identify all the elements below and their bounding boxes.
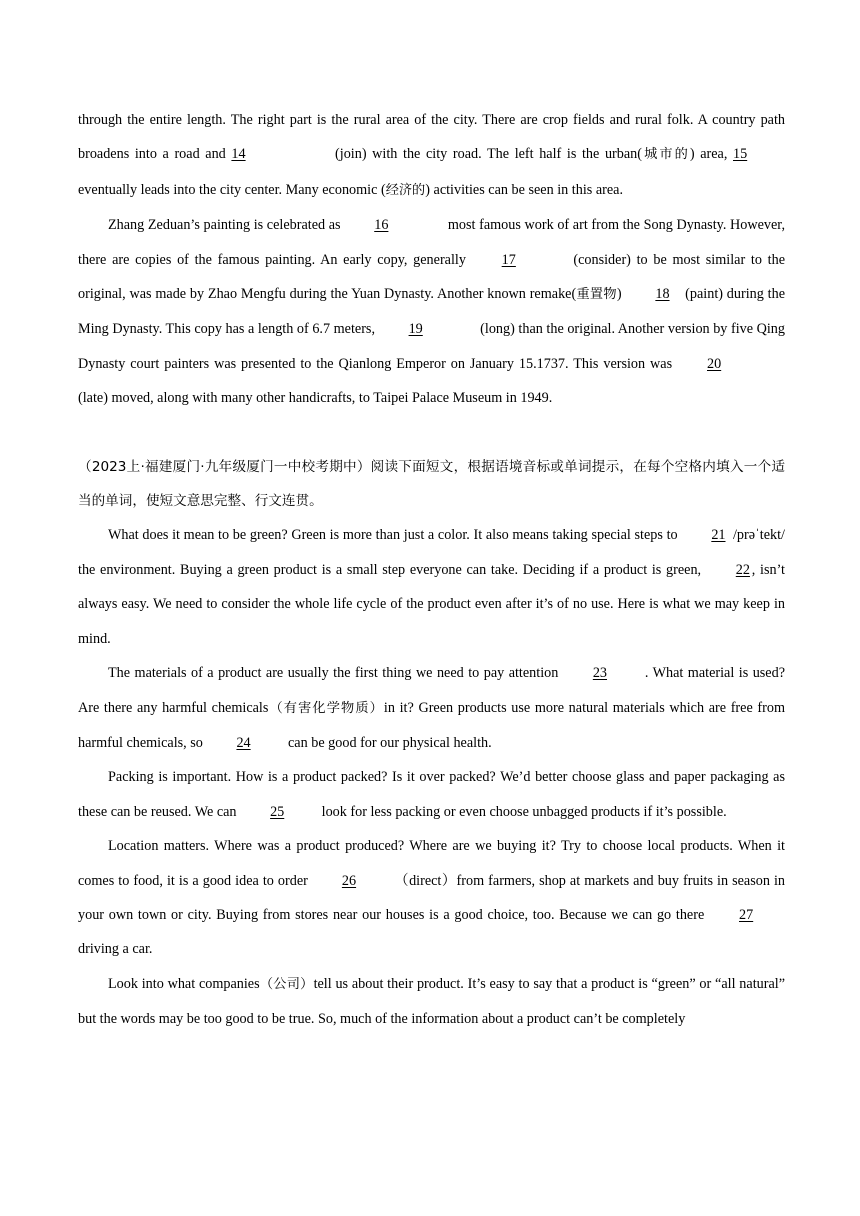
blank-16: 16 xyxy=(374,217,389,234)
exercise-instruction: （2023上·福建厦门·九年级厦门一中校考期中）阅读下面短文，根据语境音标或单词提示，在每个空格内填入一个适当的单词，使短文意思完整、行文连贯。 xyxy=(78,458,785,510)
blank-23: 23 xyxy=(592,665,608,682)
blank-18: 18 xyxy=(655,286,670,303)
blank-20: 20 xyxy=(707,355,722,372)
blank-27: 27 xyxy=(739,906,754,923)
document-page xyxy=(78,103,785,1037)
passage2-paragraph-2: The materials of a product are usually the first thing we need to pay attention 23 . What material is used? Are there any harmful chemicals（有害化学物质）in it? Green products use more natural materials which are free from harmful chemicals, so 24 can be good for our physical health. xyxy=(78,656,785,760)
blank-25: 25 xyxy=(270,803,285,820)
blank-24: 24 xyxy=(236,734,251,751)
blank-26: 26 xyxy=(341,872,357,889)
blank-19: 19 xyxy=(408,321,423,338)
blank-22: 22 xyxy=(735,561,750,578)
passage1-paragraph-2: Zhang Zeduan’s painting is celebrated as 16 most famous work of art from the Song Dynasty. However, there are copies of the famous painting. An early copy, generally 17 (consider) to be most similar to the original, was made by Zhao Mengfu during the Yuan Dynasty. Another known remake(重置物) 18 (paint) during the Ming Dynasty. This copy has a length of 6.7 meters, 19 (long) than the original. Another version by five Qing Dynasty court painters was presented to the Qianlong Emperor on January 15.1737. This version was 20 (late) moved, along with many other handicrafts, to Taipei Palace Museum in 1949. xyxy=(78,208,785,415)
blank-14: 14 xyxy=(231,146,246,163)
passage1-paragraph-1: through the entire length. The right part is the rural area of the city. There are crop fields and rural folk. A country path broadens into a road and 14 (join) with the city road. The left half is the urban(城市的) area, 15 eventually leads into the city center. Many economic (经济的) activities can be seen in this area. xyxy=(78,112,785,198)
blank-21: 21 xyxy=(711,527,726,544)
blank-17: 17 xyxy=(501,251,516,268)
passage2-paragraph-4: Location matters. Where was a product produced? Where are we buying it? Try to choose local products. When it comes to food, it is a good idea to order 26 （direct）from farmers, shop at markets and buy fruits in season in your own town or city. Buying from stores near our houses is a good choice, too. Because we can go there 27 driving a car. xyxy=(78,838,785,958)
passage2-paragraph-3: Packing is important. How is a product packed? Is it over packed? We’d better choose glass and paper packaging as these can be reused. We can 25 look for less packing or even choose unbagged products if it’s possible. xyxy=(78,760,785,829)
passage2-paragraph-1: What does it mean to be green? Green is more than just a color. It also means taking special steps to 21 /prəˈtekt/ the environment. Buying a green product is a small step everyone can take. Deciding if a product is green, 22 , isn’t always easy. We need to consider the whole life cycle of the product even after it’s of no use. Here is what we may keep in mind. xyxy=(78,518,785,656)
passage2-paragraph-5: Look into what companies（公司）tell us about their product. It’s easy to say that a product is “green” or “all natural” but the words may be too good to be true. So, much of the information about a product can’t be completely xyxy=(78,975,785,1028)
blank-15: 15 xyxy=(733,146,748,163)
